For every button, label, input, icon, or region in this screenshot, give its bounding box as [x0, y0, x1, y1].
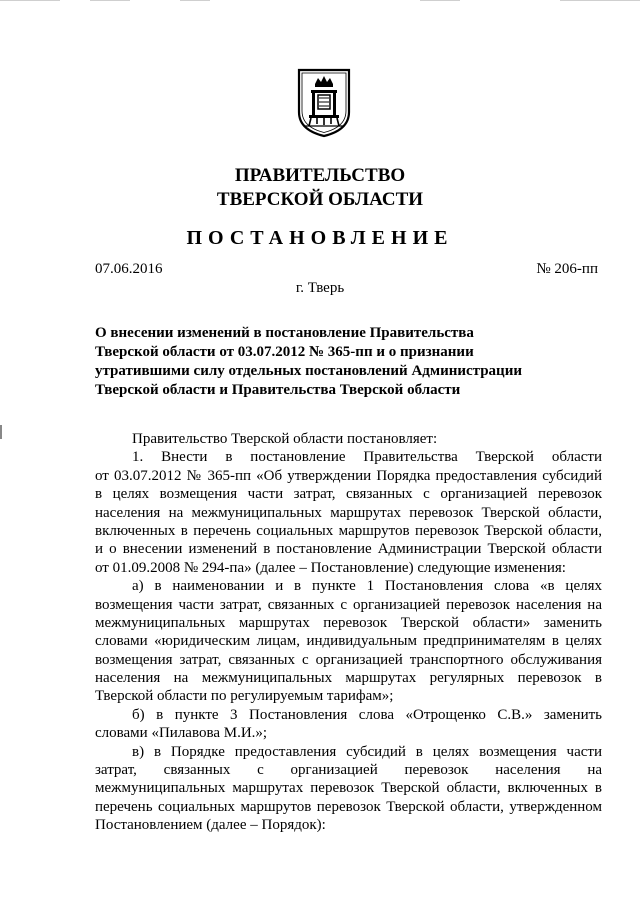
scan-artifact: [420, 0, 460, 1]
body-line: межмуниципальных маршрутах перевозок Тверской области, включенных в: [95, 780, 602, 797]
body-line: населения на межмуниципальных маршрутах регулярных перевозок в: [95, 670, 602, 687]
subject-line: Тверской области от 03.07.2012 № 365-пп и о признании: [95, 344, 474, 360]
body-line: а) в наименовании и в пункте 1 Постановления слова «в целях: [132, 578, 602, 595]
body-line: и о внесении изменений в постановление Администрации Тверской области: [95, 541, 602, 558]
org-name-line1: ПРАВИТЕЛЬСТВО: [234, 165, 406, 186]
body-line: 1. Внести в постановление Правительства Тверской области: [132, 449, 602, 466]
body-line: словами «юридическим лицам, индивидуальным предпринимателям в целях: [95, 633, 602, 650]
body-line: Тверской области по регулируемым тарифам»;: [95, 688, 394, 705]
subject-line: Тверской области и Правительства Тверской области: [95, 382, 461, 398]
scan-artifact: [0, 0, 60, 1]
document-number: № 206-пп: [536, 261, 598, 277]
body-line: от 01.09.2008 № 294-па» (далее – Постановление) следующие изменения:: [95, 559, 566, 576]
body-line: затрат, связанных с организацией перевозок населения на: [95, 762, 602, 779]
body-line: населения на межмуниципальных маршрутах перевозок Тверской области,: [95, 504, 602, 521]
body-line: в) в Порядке предоставления субсидий в целях возмещения части: [132, 743, 602, 760]
body-line: от 03.07.2012 № 365-пп «Об утверждении Порядка предоставления субсидий: [95, 467, 602, 484]
document-subject: [95, 324, 535, 400]
subject-line: утратившими силу отдельных постановлений Администрации: [95, 363, 522, 379]
org-name-line2: ТВЕРСКОЙ ОБЛАСТИ: [216, 189, 424, 210]
document-date: 07.06.2016: [95, 261, 163, 277]
body-line: возмещения затрат, связанных с организацией транспортного обслуживания: [95, 651, 602, 668]
body-line: б) в пункте 3 Постановления слова «Отрощенко С.В.» заменить: [132, 706, 602, 723]
document-type: ПОСТАНОВЛЕНИЕ: [186, 227, 454, 249]
body-line: Постановлением (далее – Порядок):: [95, 817, 326, 834]
body-line: возмещения части затрат, связанных с организацией перевозок населения на: [95, 596, 602, 613]
body-line: межмуниципальных маршрутах перевозок Тверской области» заменить: [95, 614, 602, 631]
body-line: словами «Пилавова М.И.»;: [95, 725, 268, 742]
scan-artifact: [560, 0, 640, 1]
body-line: перечень социальных маршрутов перевозок Тверской области, утвержденном: [95, 798, 602, 815]
scan-artifact: [180, 0, 210, 1]
subject-line: О внесении изменений в постановление Правительства: [95, 325, 474, 341]
document-body: [95, 430, 602, 835]
body-line: Правительство Тверской области постановляет:: [132, 431, 438, 447]
body-line: в целях возмещения части затрат, связанных с организацией перевозок: [95, 486, 602, 503]
scan-artifact: [90, 0, 130, 1]
scan-edge-mark: [0, 425, 2, 439]
tver-coat-of-arms-emblem: [297, 68, 351, 138]
body-line: включенных в перечень социальных маршрутов перевозок Тверской области,: [95, 522, 602, 539]
document-city: г. Тверь: [295, 280, 345, 296]
